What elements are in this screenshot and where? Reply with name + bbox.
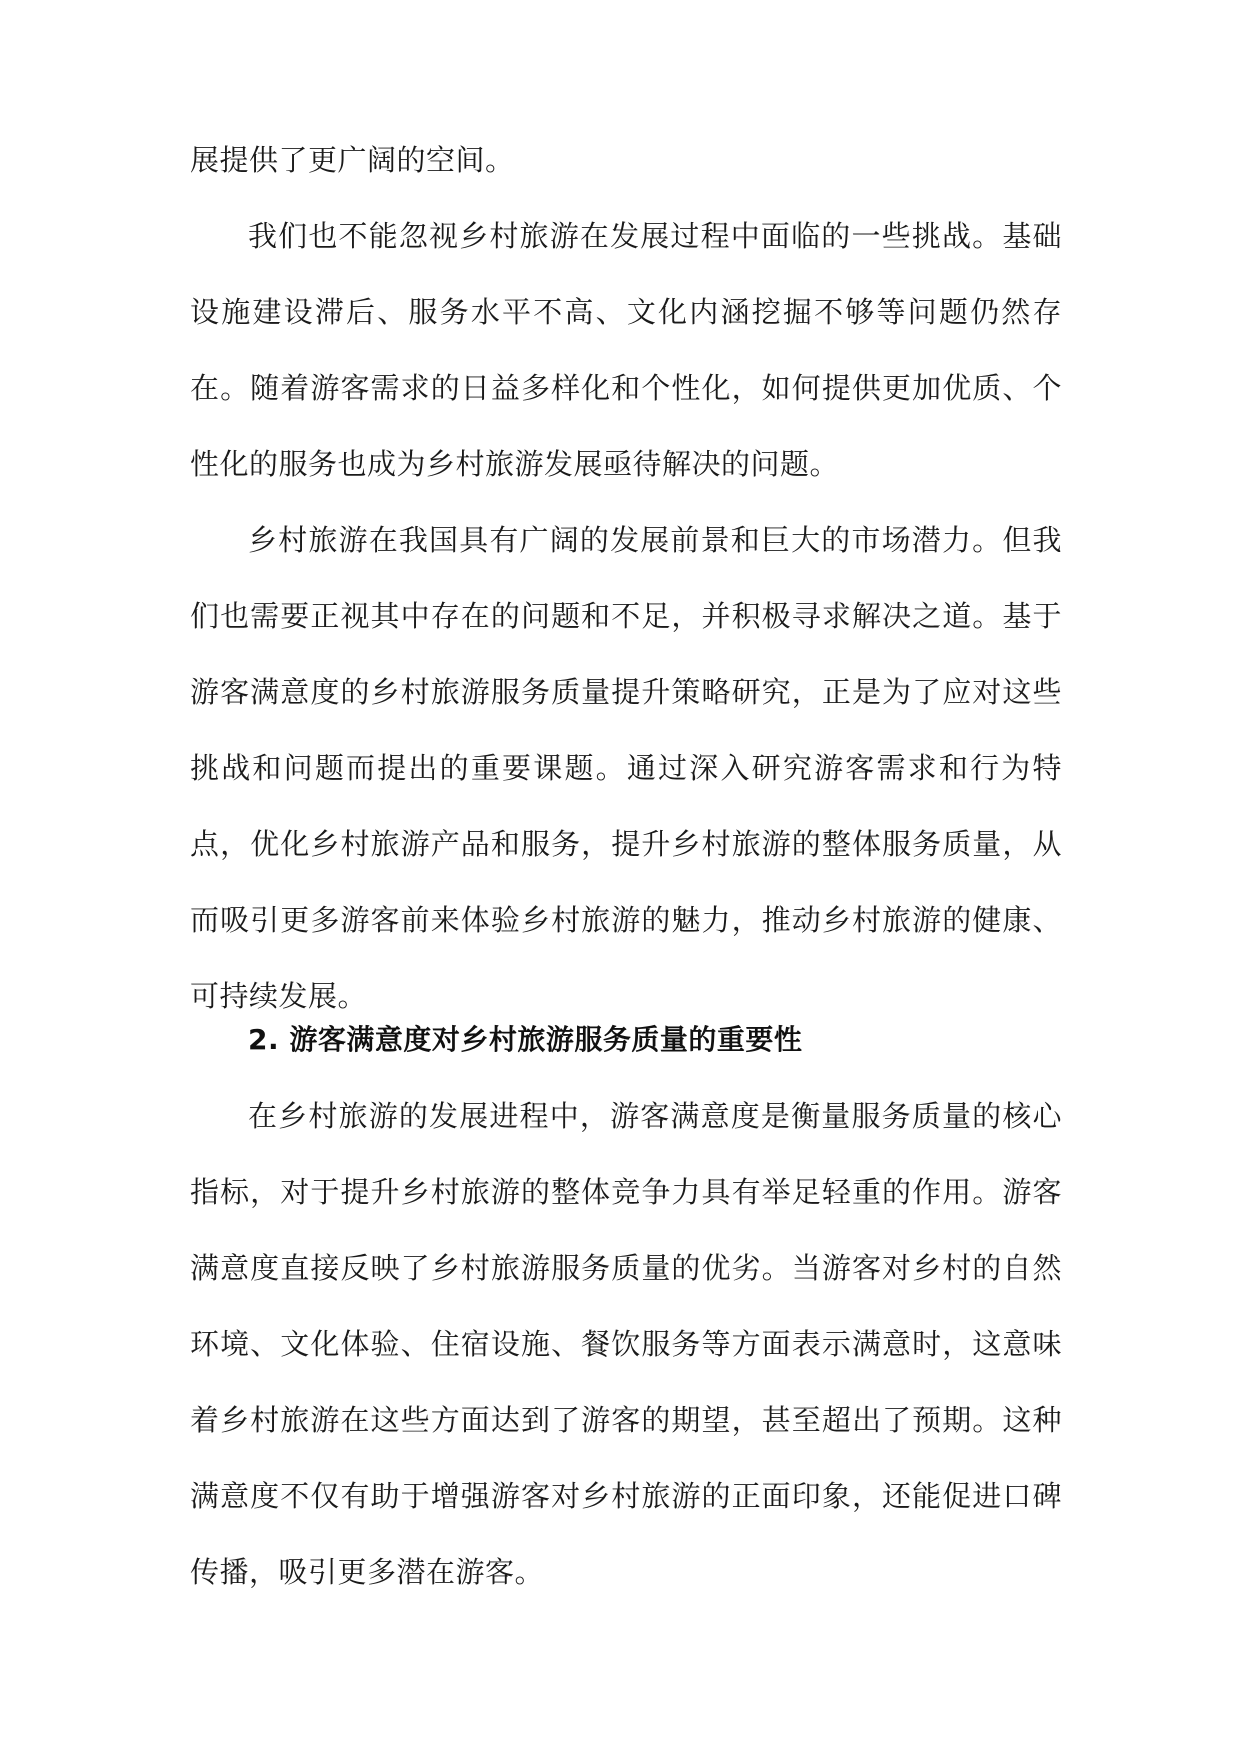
section-heading: 2. 游客满意度对乡村旅游服务质量的重要性 — [248, 1023, 803, 1056]
body-text-upper — [190, 122, 1062, 1034]
paragraph-challenges: 我们也不能忽视乡村旅游在发展过程中面临的一些挑战。基础设施建设滞后、服务水平不高、文化内涵挖掘不够等问题仍然存在。随着游客需求的日益多样化和个性化，如何提供更加优质、个性化的服务也成为乡村旅游发展亟待解决的问题。 — [190, 219, 1062, 481]
paragraph-satisfaction: 在乡村旅游的发展进程中，游客满意度是衡量服务质量的核心指标，对于提升乡村旅游的整体竞争力具有举足轻重的作用。游客满意度直接反映了乡村旅游服务质量的优劣。当游客对乡村的自然环境、文化体验、住宿设施、餐饮服务等方面表示满意时，这意味着乡村旅游在这些方面达到了游客的期望，甚至超出了预期。这种满意度不仅有助于增强游客对乡村旅游的正面印象，还能促进口碑传播，吸引更多潜在游客。 — [190, 1099, 1062, 1589]
body-text-lower — [190, 1078, 1062, 1610]
paragraph-prospects: 乡村旅游在我国具有广阔的发展前景和巨大的市场潜力。但我们也需要正视其中存在的问题和不足，并积极寻求解决之道。基于游客满意度的乡村旅游服务质量提升策略研究，正是为了应对这些挑战和问题而提出的重要课题。通过深入研究游客需求和行为特点，优化乡村旅游产品和服务，提升乡村旅游的整体服务质量，从而吸引更多游客前来体验乡村旅游的魅力，推动乡村旅游的健康、可持续发展。 — [190, 523, 1062, 1013]
paragraph-continuation: 展提供了更广阔的空间。 — [190, 143, 515, 177]
